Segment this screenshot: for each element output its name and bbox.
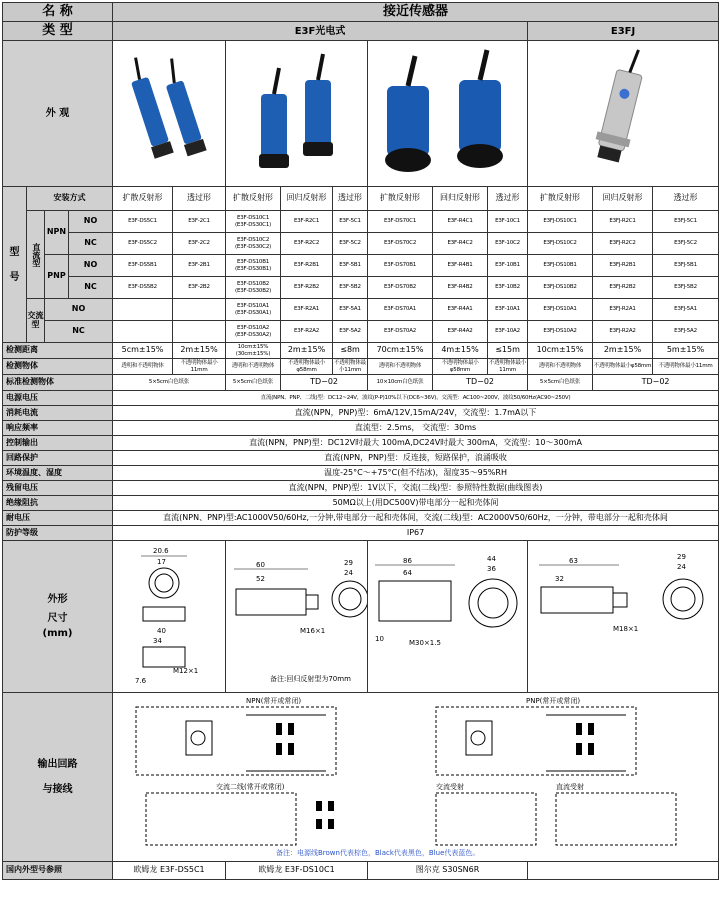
- svg-text:24: 24: [677, 563, 686, 571]
- model-cell: [113, 299, 173, 321]
- no-label: NO: [69, 211, 113, 233]
- svg-text:17: 17: [157, 558, 166, 566]
- svg-text:M18×1: M18×1: [613, 625, 639, 633]
- object-label: 检测物体: [3, 359, 113, 375]
- model-cell: E3F-R2C2: [281, 233, 333, 255]
- sensor-photo-e3f-m12: [113, 41, 226, 187]
- svg-text:M30×1.5: M30×1.5: [408, 639, 441, 647]
- model-cell: E3F-10C1: [488, 211, 528, 233]
- svg-text:29: 29: [344, 559, 353, 567]
- sensor-photo-e3fj: [528, 41, 719, 187]
- detect-cell: 2m±15%: [173, 343, 226, 359]
- install-label: 安装方式: [27, 187, 113, 211]
- col-8: 扩散反射形: [528, 187, 593, 211]
- spec-value: 直流(NPN，PNP)型：6mA/12V,15mA/24V，交流型：1.7mA以下: [113, 406, 719, 421]
- object-cell: 透明和不透明物体: [528, 359, 593, 375]
- model-cell: E3FJ-DS10A2: [528, 321, 593, 343]
- object-cell: 透明和不透明物体: [368, 359, 433, 375]
- model-cell: E3F-DS10C2 (E3F-DS30C2): [226, 233, 281, 255]
- spec-value: 直流(NPN，PNP)型：DC12V时最大 100mA,DC24V时最大 300mA，交流型：10～300mA: [113, 436, 719, 451]
- svg-text:M12×1: M12×1: [173, 667, 199, 675]
- spec-value: 50MΩ以上(用DC500V)带电部分一起和壳体间: [113, 496, 719, 511]
- spec-label: 环境温度、湿度: [3, 466, 113, 481]
- appearance-label: 外 观: [3, 41, 113, 187]
- model-label: 型 号: [3, 187, 27, 343]
- standard-cell: TD−02: [433, 375, 528, 391]
- model-cell: E3F-2B1: [173, 255, 226, 277]
- model-cell: E3F-DS70B1: [368, 255, 433, 277]
- spec-label: 防护等级: [3, 526, 113, 541]
- col-10: 透过形: [653, 187, 719, 211]
- standard-cell: 5×5cm白色纸张: [226, 375, 281, 391]
- model-cell: E3FJ-DS10B2: [528, 277, 593, 299]
- model-cell: E3F-5A1: [333, 299, 368, 321]
- model-cell: E3F-5C2: [333, 233, 368, 255]
- spec-label: 控制输出: [3, 436, 113, 451]
- circuit-label: 输出回路 与接线: [3, 692, 113, 862]
- svg-text:NPN(常开或常闭): NPN(常开或常闭): [245, 696, 301, 705]
- spec-label: 绝缘阻抗: [3, 496, 113, 511]
- circuit-diagrams: [113, 692, 719, 862]
- nc-label: NC: [45, 321, 113, 343]
- model-cell: E3F-5B1: [333, 255, 368, 277]
- model-cell: E3F-DS70A2: [368, 321, 433, 343]
- svg-text:直流受射: 直流受射: [555, 782, 584, 791]
- col-1: 透过形: [173, 187, 226, 211]
- model-cell: E3F-R4B2: [433, 277, 488, 299]
- model-cell: E3FJ-R2B1: [593, 255, 653, 277]
- model-cell: E3F-R2B2: [281, 277, 333, 299]
- spec-label: 耐电压: [3, 511, 113, 526]
- svg-text:52: 52: [256, 575, 265, 583]
- sensor-photo-e3f-m30: [368, 41, 528, 187]
- object-cell: 不透明物体最小11mm: [653, 359, 719, 375]
- model-cell: E3F-DS10B1 (E3F-DS30B1): [226, 255, 281, 277]
- nc-label: NC: [69, 233, 113, 255]
- object-cell: 透明和不透明物体: [113, 359, 173, 375]
- ac-label: 交流型: [27, 299, 45, 343]
- model-cell: E3F-10A1: [488, 299, 528, 321]
- type-e3f: E3F光电式: [113, 22, 528, 41]
- model-cell: E3F-R4B1: [433, 255, 488, 277]
- spec-table: [2, 2, 719, 880]
- page-title: 接近传感器: [113, 3, 719, 22]
- model-cell: E3F-5C1: [333, 211, 368, 233]
- spec-value: IP67: [113, 526, 719, 541]
- dimension-drawing-m16: [226, 541, 368, 693]
- spec-label: 消耗电流: [3, 406, 113, 421]
- model-cell: E3F-10C2: [488, 233, 528, 255]
- svg-text:交流受射: 交流受射: [435, 782, 464, 791]
- model-cell: E3FJ-R2A1: [593, 299, 653, 321]
- model-cell: E3F-DS70C2: [368, 233, 433, 255]
- svg-text:M16×1: M16×1: [300, 627, 326, 635]
- svg-text:63: 63: [569, 557, 578, 565]
- model-cell: E3F-R2B1: [281, 255, 333, 277]
- detect-cell: 10cm±15%: [528, 343, 593, 359]
- model-cell: E3F-10B1: [488, 255, 528, 277]
- model-cell: E3F-DS10A2 (E3F-DS30A2): [226, 321, 281, 343]
- svg-text:24: 24: [344, 569, 353, 577]
- spec-value: 直流(NPN，PNP)型：反连接，短路保护，浪涌吸收: [113, 451, 719, 466]
- name-label: 名 称: [3, 3, 113, 22]
- type-e3fj: E3FJ: [528, 22, 719, 41]
- col-6: 回归反射形: [433, 187, 488, 211]
- model-cell: E3F-5B2: [333, 277, 368, 299]
- col-2: 扩散反射形: [226, 187, 281, 211]
- model-cell: E3F-DS5C2: [113, 233, 173, 255]
- model-cell: E3F-2B2: [173, 277, 226, 299]
- model-cell: E3FJ-R2C1: [593, 211, 653, 233]
- model-cell: E3F-2C1: [173, 211, 226, 233]
- standard-cell: TD−02: [593, 375, 719, 391]
- svg-text:44: 44: [486, 555, 496, 563]
- svg-text:PNP(常开或常闭): PNP(常开或常闭): [525, 696, 580, 705]
- svg-text:7.6: 7.6: [135, 677, 147, 685]
- detect-cell: ≤15m: [488, 343, 528, 359]
- model-cell: E3F-10B2: [488, 277, 528, 299]
- model-cell: E3F-R2A2: [281, 321, 333, 343]
- dimension-drawing-m12: [113, 541, 226, 693]
- svg-text:备注：电源线Brown代表棕色，Black代表黑色，Blue: 备注：电源线Brown代表棕色，Black代表黑色，Blue代表蓝色。: [275, 848, 479, 857]
- svg-text:交流二线(常开或常闭): 交流二线(常开或常闭): [215, 782, 284, 791]
- pnp-label: PNP: [45, 255, 69, 299]
- model-cell: E3F-2C2: [173, 233, 226, 255]
- model-cell: E3FJ-5A1: [653, 299, 719, 321]
- detect-cell: 5m±15%: [653, 343, 719, 359]
- object-cell: 不透明物体最小11mm: [334, 360, 366, 373]
- model-cell: E3FJ-5A2: [653, 321, 719, 343]
- svg-text:备注:回归反射型为70mm: 备注:回归反射型为70mm: [270, 675, 351, 683]
- model-cell: [173, 321, 226, 343]
- standard-cell: 10×10cm白色纸张: [368, 375, 433, 391]
- svg-text:64: 64: [402, 569, 412, 577]
- svg-text:34: 34: [153, 637, 162, 645]
- no-label: NO: [45, 299, 113, 321]
- col-3: 回归反射形: [281, 187, 333, 211]
- spec-value: 直流型：2.5ms， 交流型：30ms: [113, 421, 719, 436]
- model-cell: E3F-DS5B2: [113, 277, 173, 299]
- detect-cell: 2m±15%: [593, 343, 653, 359]
- model-cell: [113, 321, 173, 343]
- standard-cell: 5×5cm白色纸张: [113, 375, 226, 391]
- model-cell: E3FJ-5C1: [653, 211, 719, 233]
- standard-label: 标准检测物体: [3, 375, 113, 391]
- dc-label: 直流型: [27, 211, 45, 299]
- spec-value: 温度-25°C～+75°C(但不结冰)，湿度35～95%RH: [113, 466, 719, 481]
- model-cell: E3FJ-5B2: [653, 277, 719, 299]
- svg-text:40: 40: [157, 627, 166, 635]
- model-cell: E3F-DS70B2: [368, 277, 433, 299]
- model-cell: E3F-10A2: [488, 321, 528, 343]
- model-cell: E3FJ-5B1: [653, 255, 719, 277]
- standard-cell: 5×5cm白色纸张: [528, 375, 593, 391]
- detect-cell: 5cm±15%: [113, 343, 173, 359]
- svg-text:29: 29: [677, 553, 686, 561]
- object-cell: 不透明物体最小φ58mm: [281, 359, 333, 375]
- col-9: 回归反射形: [593, 187, 653, 211]
- model-cell: E3FJ-DS10C1: [528, 211, 593, 233]
- svg-text:32: 32: [555, 575, 564, 583]
- domestic-ref: 图尔克 S30SN6R: [368, 862, 528, 880]
- model-cell: E3FJ-5C2: [653, 233, 719, 255]
- object-cell: 透明和不透明物体: [226, 359, 281, 375]
- model-cell: E3F-DS10A1 (E3F-DS30A1): [226, 299, 281, 321]
- type-label: 类 型: [3, 22, 113, 41]
- domestic-ref: 欧姆龙 E3F-DS10C1: [226, 862, 368, 880]
- model-cell: E3F-R4A2: [433, 321, 488, 343]
- col-4: 透过形: [333, 187, 368, 211]
- model-cell: E3FJ-R2A2: [593, 321, 653, 343]
- model-cell: E3F-R4C1: [433, 211, 488, 233]
- object-cell: 不透明物体最小φ58mm: [593, 359, 653, 375]
- spec-value: 直流(NPN、PNP、二线)型：DC12~24V，波纹(P-P)10%以下(DC6~36V)，交流型：AC100~200V，波纹50/60Hz(AC90~250V): [113, 391, 719, 406]
- sensor-photo-e3f-m16: [226, 41, 368, 187]
- detect-cell: ≤8m: [333, 343, 368, 359]
- model-cell: [173, 299, 226, 321]
- svg-text:60: 60: [256, 561, 265, 569]
- no-label: NO: [69, 255, 113, 277]
- domestic-label: 国内外型号参照: [3, 862, 113, 880]
- object-cell: 不透明物体最小11mm: [488, 360, 527, 373]
- dimension-label: 外形 尺寸 (mm): [3, 541, 113, 693]
- nc-label: NC: [69, 277, 113, 299]
- col-5: 扩散反射形: [368, 187, 433, 211]
- model-cell: E3FJ-DS10A1: [528, 299, 593, 321]
- model-cell: E3F-R4C2: [433, 233, 488, 255]
- dimension-drawing-m30: [368, 541, 528, 693]
- object-cell: 不透明物体最小11mm: [173, 359, 226, 375]
- model-cell: E3FJ-R2B2: [593, 277, 653, 299]
- standard-cell: TD−02: [281, 375, 368, 391]
- model-cell: E3F-DS5B1: [113, 255, 173, 277]
- spec-value: 直流(NPN、PNP)型:AC1000V50/60Hz,一分钟,带电部分一起和壳体间，交流(二线)型：AC2000V50/60Hz，一分钟，带电部分一起和壳体间: [113, 511, 719, 526]
- model-cell: E3F-DS10B2 (E3F-DS30B2): [226, 277, 281, 299]
- detect-cell: 2m±15%: [281, 343, 333, 359]
- model-cell: E3F-R2A1: [281, 299, 333, 321]
- svg-text:10: 10: [374, 635, 384, 643]
- domestic-ref: 欧姆龙 E3F-DS5C1: [113, 862, 226, 880]
- spec-label: 回路保护: [3, 451, 113, 466]
- domestic-empty: [528, 862, 719, 880]
- model-cell: E3F-DS70A1: [368, 299, 433, 321]
- npn-label: NPN: [45, 211, 69, 255]
- object-cell: 不透明物体最小φ58mm: [433, 359, 488, 375]
- dimension-drawing-m18: [528, 541, 719, 693]
- spec-label: 响应频率: [3, 421, 113, 436]
- model-cell: E3F-DS70C1: [368, 211, 433, 233]
- model-cell: E3F-DS10C1 (E3F-DS30C1): [226, 211, 281, 233]
- detect-cell: 10cm±15% (30cm±15%): [226, 343, 281, 359]
- col-0: 扩散反射形: [113, 187, 173, 211]
- model-cell: E3FJ-DS10C2: [528, 233, 593, 255]
- svg-text:36: 36: [486, 565, 496, 573]
- svg-text:20.6: 20.6: [153, 547, 169, 555]
- model-cell: E3F-R4A1: [433, 299, 488, 321]
- detect-label: 检测距离: [3, 343, 113, 359]
- col-7: 透过形: [488, 187, 528, 211]
- spec-value: 直流(NPN，PNP)型：1V以下，交流(二线)型：参照特性数据(曲线图表): [113, 481, 719, 496]
- spec-sheet: [2, 2, 718, 905]
- detect-cell: 4m±15%: [433, 343, 488, 359]
- model-cell: E3F-5A2: [333, 321, 368, 343]
- model-cell: E3FJ-DS10B1: [528, 255, 593, 277]
- svg-text:86: 86: [402, 557, 412, 565]
- model-cell: E3FJ-R2C2: [593, 233, 653, 255]
- model-cell: E3F-DS5C1: [113, 211, 173, 233]
- model-cell: E3F-R2C1: [281, 211, 333, 233]
- spec-label: 电源电压: [3, 391, 113, 406]
- spec-label: 残留电压: [3, 481, 113, 496]
- detect-cell: 70cm±15%: [368, 343, 433, 359]
